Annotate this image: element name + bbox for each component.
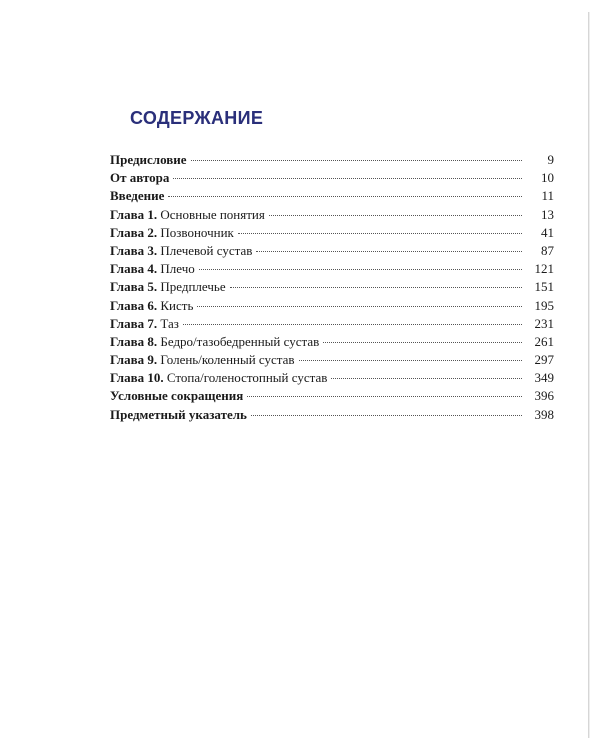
chapter-number: Глава 6. — [110, 297, 158, 313]
toc-entry-text: Предметный указатель — [110, 406, 247, 422]
toc-entry-text: Голень/коленный сустав — [157, 352, 295, 368]
toc-entry-text: Бедро/тазобедренный сустав — [157, 333, 320, 349]
toc-entry-text: Предисловие — [110, 152, 187, 167]
toc-entry — [110, 351, 554, 369]
page-number: 41 — [541, 224, 554, 240]
chapter-number: Глава 5. — [110, 279, 158, 295]
toc-entry — [110, 206, 554, 224]
dot-leader — [238, 233, 522, 234]
toc-list — [110, 151, 554, 424]
toc-entry — [110, 169, 554, 187]
dot-leader — [251, 415, 522, 416]
dot-leader — [199, 269, 522, 270]
dot-leader — [191, 160, 522, 161]
toc-entry-text: Основные понятия — [157, 206, 265, 222]
dot-leader — [183, 324, 522, 325]
dot-leader — [269, 215, 522, 216]
toc-entry-text: Таз — [157, 315, 179, 331]
toc-entry — [110, 260, 554, 278]
chapter-number: Глава 8. — [110, 333, 158, 349]
toc-entry-label — [110, 260, 195, 278]
toc-title: СОДЕРЖАНИЕ — [130, 108, 264, 128]
toc-entry-text: От автора — [110, 170, 170, 186]
toc-entry — [110, 406, 554, 424]
toc-entry-text: Условные сокращения — [110, 388, 244, 404]
chapter-number: Глава 2. — [110, 224, 158, 240]
toc-entry-label — [110, 187, 164, 205]
toc-entry-text: Введение — [110, 188, 165, 204]
dot-leader — [173, 178, 522, 179]
page-number: 297 — [534, 352, 554, 368]
toc-entry-label — [110, 333, 319, 351]
toc-entry — [110, 315, 554, 333]
toc-entry-text: Позвоночник — [157, 224, 234, 240]
chapter-number: Глава 3. — [110, 242, 158, 258]
dot-leader — [331, 378, 522, 379]
page-number: 398 — [534, 406, 554, 422]
toc-entry — [110, 333, 554, 351]
page-number: 13 — [541, 206, 554, 222]
toc-entry — [110, 278, 554, 296]
chapter-number: Глава 7. — [110, 315, 158, 331]
chapter-number: Глава 1. — [110, 206, 158, 222]
toc-entry-label — [110, 151, 187, 169]
toc-entry — [110, 242, 554, 260]
dot-leader — [247, 396, 522, 397]
page-number: 349 — [534, 370, 554, 386]
toc-entry-label — [110, 315, 179, 333]
dot-leader — [168, 196, 522, 197]
toc-entry-label — [110, 406, 247, 424]
toc-entry-label — [110, 169, 169, 187]
toc-entry — [110, 224, 554, 242]
document-page — [10, 12, 589, 738]
page-number: 261 — [534, 333, 554, 349]
toc-entry-text: Кисть — [157, 297, 194, 313]
dot-leader — [299, 360, 522, 361]
page-number: 151 — [534, 279, 554, 295]
dot-leader — [197, 306, 522, 307]
toc-entry — [110, 369, 554, 387]
toc-entry-label — [110, 242, 252, 260]
page-number: 121 — [534, 261, 554, 277]
toc-entry-text: Стопа/голеностопный сустав — [163, 370, 328, 386]
page-number: 231 — [534, 315, 554, 331]
page-number: 396 — [534, 388, 554, 404]
page-number: 195 — [534, 297, 554, 313]
chapter-number: Глава 10. — [110, 370, 164, 386]
toc-entry-label — [110, 351, 295, 369]
toc-entry — [110, 187, 554, 205]
toc-entry-label — [110, 297, 193, 315]
page-number: 10 — [541, 170, 554, 186]
toc-entry-text: Плечевой сустав — [157, 242, 253, 258]
toc-entry-label — [110, 387, 243, 405]
toc-entry-text: Плечо — [157, 261, 195, 277]
toc-entry — [110, 387, 554, 405]
page-number: 11 — [541, 188, 554, 204]
page-number: 87 — [541, 242, 554, 258]
dot-leader — [323, 342, 522, 343]
chapter-number: Глава 4. — [110, 261, 158, 277]
toc-entry — [110, 297, 554, 315]
toc-entry-label — [110, 369, 327, 387]
toc-entry — [110, 151, 554, 169]
dot-leader — [256, 251, 522, 252]
page-number: 9 — [547, 152, 554, 167]
toc-entry-label — [110, 224, 234, 242]
dot-leader — [230, 287, 522, 288]
toc-entry-label — [110, 278, 226, 296]
chapter-number: Глава 9. — [110, 352, 158, 368]
toc-entry-label — [110, 206, 265, 224]
toc-entry-text: Предплечье — [157, 279, 226, 295]
